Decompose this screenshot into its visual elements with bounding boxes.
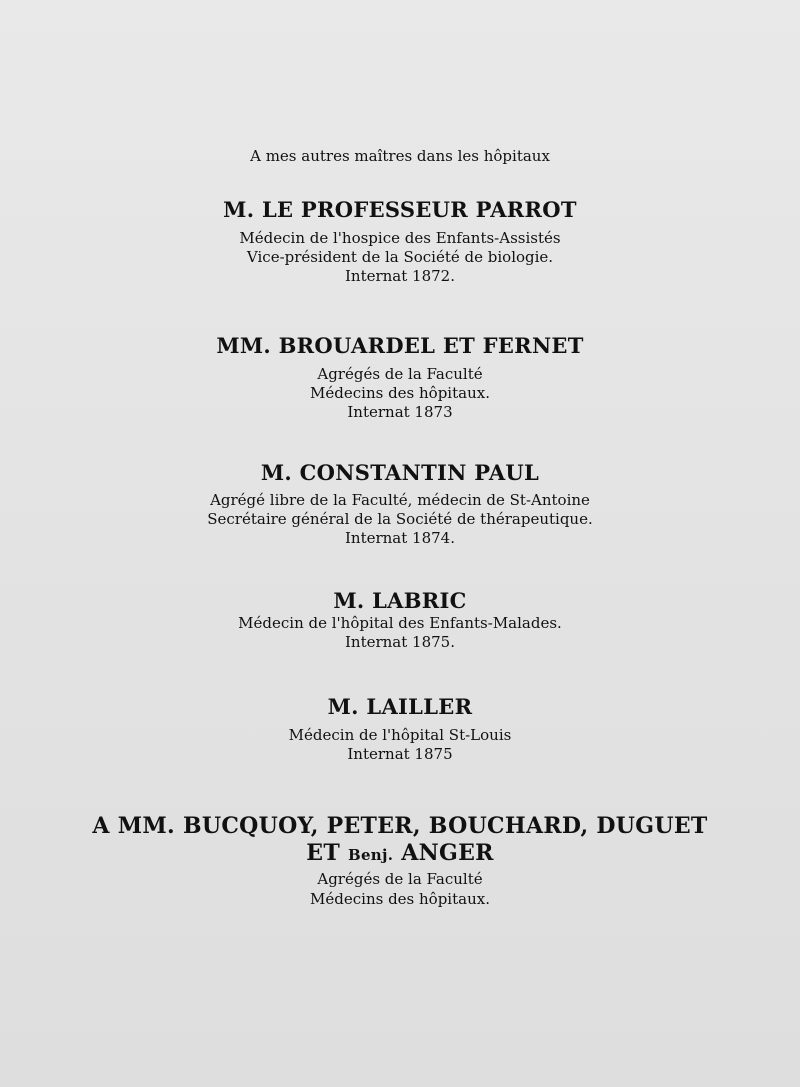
dedication-intro: A mes autres maîtres dans les hôpitaux xyxy=(250,147,550,165)
final-entry-name-line2 xyxy=(0,840,800,866)
entry-line: Internat 1872. xyxy=(344,267,455,285)
final-entry-given-name: Benj. xyxy=(347,846,394,864)
entry-line: Internat 1875. xyxy=(344,633,455,651)
entry-line: Agrégés de la Faculté xyxy=(317,365,483,383)
final-entry-prefix: ET xyxy=(306,840,340,866)
entry-line: Médecin de l'hôpital St-Louis xyxy=(288,726,512,744)
entry-line: Médecin de l'hospice des Enfants-Assistés xyxy=(239,229,561,247)
entry-line: Secrétaire général de la Société de thérapeutique. xyxy=(207,510,593,528)
final-entry-surname: ANGER xyxy=(401,840,494,866)
entry-line: Médecins des hôpitaux. xyxy=(310,890,490,908)
entry-name: M. LABRIC xyxy=(333,588,467,613)
entry-line: Agrégés de la Faculté xyxy=(317,870,483,888)
final-entry-name-line1: A MM. BUCQUOY, PETER, BOUCHARD, DUGUET xyxy=(92,813,708,839)
entry-line: Agrégé libre de la Faculté, médecin de St-Antoine xyxy=(210,491,590,509)
entry-name: M. LE PROFESSEUR PARROT xyxy=(223,197,577,222)
entry-line: Internat 1873 xyxy=(347,403,453,421)
entry-line: Médecin de l'hôpital des Enfants-Malades. xyxy=(238,614,562,632)
entry-name: M. LAILLER xyxy=(327,694,473,719)
entry-line: Vice-président de la Société de biologie. xyxy=(246,248,554,266)
entry-line: Internat 1874. xyxy=(344,529,455,547)
entry-line: Médecins des hôpitaux. xyxy=(310,384,490,402)
entry-line: Internat 1875 xyxy=(347,745,453,763)
entry-name: MM. BROUARDEL ET FERNET xyxy=(216,333,584,358)
entry-name: M. CONSTANTIN PAUL xyxy=(260,460,540,485)
